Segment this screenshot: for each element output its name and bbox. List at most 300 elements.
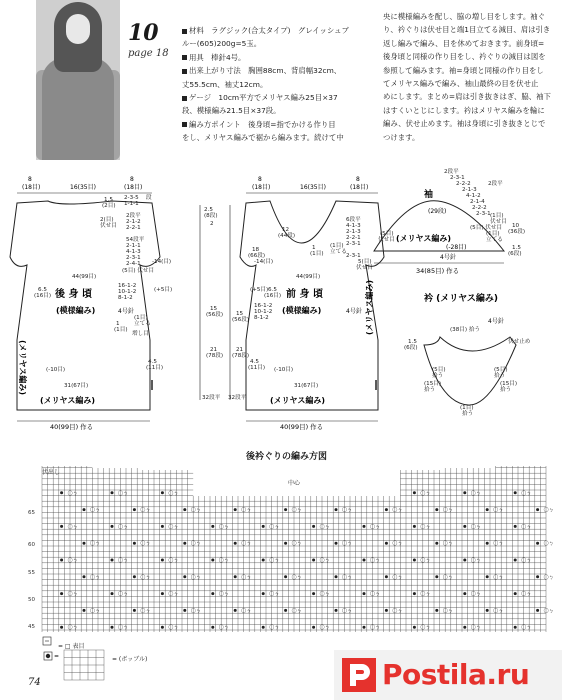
chart-bobble-mark [183, 508, 186, 511]
chart-decrease-mark: 〇ㄅ [118, 524, 129, 531]
chart-decrease-mark: 〇ㄅ [370, 524, 381, 531]
chart-decrease-mark: 〇ㄅ [90, 541, 101, 548]
svg-text:拾う: 拾う [462, 411, 474, 417]
svg-text:2-1-2: 2-1-2 [126, 219, 141, 225]
chart-bobble-mark [514, 592, 517, 595]
svg-text:(5目): (5目) [380, 231, 394, 237]
svg-text:4-1-3: 4-1-3 [346, 223, 361, 229]
svg-text:4-1-2: 4-1-2 [466, 193, 481, 199]
sleeve-width: 34(85目) 作る [416, 267, 460, 275]
chart-bobble-mark [463, 559, 466, 562]
svg-text:1: 1 [312, 245, 316, 251]
instructions-line: 央に模様編みを配し、脇の増し目をします。袖ぐ [383, 12, 546, 21]
svg-text:2-3-1: 2-3-1 [346, 241, 361, 247]
chart-decrease-mark: 〇ㄅ [241, 507, 252, 514]
svg-text:2-1-4: 2-1-4 [470, 199, 485, 205]
svg-text:1: 1 [116, 321, 120, 327]
chart-decrease-mark: 〇ㄅ [118, 490, 129, 497]
chart-decrease-mark: 〇ㄅ [493, 608, 504, 615]
svg-text:6.5: 6.5 [38, 287, 47, 293]
chart-bobble-mark [133, 575, 136, 578]
chart-bobble-mark [363, 559, 366, 562]
chart-bobble-mark [312, 626, 315, 629]
chart-bobble-mark [161, 559, 164, 562]
chart-bobble-mark [211, 592, 214, 595]
chart-decrease-mark: 〇ㄅ [392, 608, 403, 615]
front-top-dim: 16(35目) [300, 184, 326, 191]
chart-decrease-mark: 〇ㄅ [90, 608, 101, 615]
svg-text:(-10目): (-10目) [46, 367, 66, 373]
chart-bobble-mark [60, 559, 63, 562]
chart-bobble-mark [234, 508, 237, 511]
svg-text:拾う: 拾う [432, 373, 444, 379]
instructions-line: てメリヤス編みで編み、袖山最終の目を伏せ止 [383, 79, 539, 89]
chart-bobble-mark [486, 542, 489, 545]
materials-line: 段、模様編み21.5目×37段。 [182, 106, 281, 116]
chart-bobble-mark [335, 542, 338, 545]
svg-text:(5目): (5目) [494, 367, 508, 373]
chart-bobble-mark [463, 525, 466, 528]
chart-bobble-mark [486, 575, 489, 578]
chart-decrease-mark: 〇ㄅ [269, 591, 280, 598]
svg-text:(11目): (11目) [146, 365, 164, 371]
chart-decrease-mark: 〇ㄅ [67, 625, 78, 632]
chart-decrease-mark: 〇ㄅ [493, 507, 504, 514]
chart-bobble-mark [161, 592, 164, 595]
svg-text:21: 21 [236, 347, 244, 353]
chart-bobble-mark [234, 542, 237, 545]
chart-decrease-mark: 〇ㄅ [90, 507, 101, 514]
svg-text:=: = [54, 653, 60, 660]
chart-bobble-mark [133, 609, 136, 612]
sleeve-rows-note: (29段) [428, 208, 447, 215]
back-title: 後 身 頃 [55, 289, 92, 300]
chart-row-number: 45 [28, 624, 35, 630]
back-cast-on: 40(99目) 作る [50, 423, 94, 431]
chart-bobble-mark [385, 508, 388, 511]
instructions-line: 後身頃と同様の作り目をし、衿ぐりの減目は図を [383, 52, 546, 62]
svg-text:2-3-1: 2-3-1 [126, 255, 141, 261]
chart-decrease-mark: 〇ㄅ [319, 524, 330, 531]
chart-row-number: 65 [28, 510, 35, 516]
svg-text:(11目): (11目) [248, 365, 266, 371]
chart-decrease-mark: 〇ㄅ [521, 490, 532, 497]
chart-decrease-mark: 〇ㄅ [118, 625, 129, 632]
chart-decrease-mark: 〇ㄅ [241, 574, 252, 581]
back-top-dim: 8 [130, 176, 134, 183]
chart-bobble-mark [284, 542, 287, 545]
chart-decrease-mark: 〇ㄅ [218, 625, 229, 632]
chart-bind-off-label: 伏出し [42, 469, 61, 476]
back-needle: 4号針 [118, 308, 134, 315]
front-top-dim: 8 [258, 176, 262, 183]
svg-text:立てる: 立てる [134, 321, 151, 327]
chart-decrease-mark: 〇ㄅ [420, 591, 431, 598]
chart-bobble-mark [335, 609, 338, 612]
svg-text:-14(目): -14(目) [152, 259, 172, 265]
chart-bobble-mark [60, 491, 63, 494]
svg-text:(78段): (78段) [232, 353, 250, 359]
legend-plain-stitch: = □ 表目 [58, 643, 85, 650]
chart-decrease-mark: 〇ㄅ [521, 625, 532, 632]
instructions-line: 編み、伏せ止めます。袖は身頃に引き抜きとじで [383, 119, 546, 129]
chart-bobble-mark [385, 542, 388, 545]
svg-text:伏せ目: 伏せ目 [100, 223, 117, 229]
chart-decrease-mark: 〇ㄅ [90, 574, 101, 581]
chart-bobble-mark [413, 491, 416, 494]
svg-text:拾う: 拾う [494, 373, 506, 379]
chart-decrease-mark: 〇ㄅ [291, 574, 302, 581]
chart-decrease-mark: 〇ㄅ [319, 591, 330, 598]
svg-text:2-3-1: 2-3-1 [450, 175, 465, 181]
chart-decrease-mark: 〇ㄅ [67, 490, 78, 497]
front-top-dim: (18目) [252, 184, 271, 191]
chart-decrease-mark: 〇ㄅ [118, 558, 129, 564]
svg-text:(38目) 拾う: (38目) 拾う [450, 327, 481, 333]
svg-text:1-1-1: 1-1-1 [124, 201, 139, 207]
chart-row-number: 60 [28, 542, 35, 548]
chart-decrease-mark: 〇ㄅ [470, 558, 481, 564]
svg-text:1.5: 1.5 [408, 339, 417, 345]
page-number: 74 [28, 677, 41, 688]
chart-bobble-mark [413, 559, 416, 562]
svg-text:-14(目): -14(目) [254, 259, 274, 265]
svg-text:(1目): (1目) [460, 405, 474, 411]
svg-text:伏せ目: 伏せ目 [356, 265, 373, 271]
chart-bobble-mark [413, 592, 416, 595]
chart-decrease-mark: 〇ㄅ [543, 507, 554, 514]
chart-decrease-mark: 〇ㄅ [342, 541, 353, 548]
chart-decrease-mark: 〇ㄅ [543, 541, 554, 548]
svg-text:2-3-1: 2-3-1 [346, 253, 361, 259]
chart-decrease-mark: 〇ㄅ [493, 541, 504, 548]
sleeve-decrease: (-28目) [446, 244, 467, 251]
chart-bobble-mark [183, 575, 186, 578]
materials-line: 出来上がり寸法 胸囲88cm、背肩幅32cm、 [182, 64, 372, 77]
chart-decrease-mark: 〇ㄅ [218, 558, 229, 564]
svg-text:2-4-1: 2-4-1 [126, 261, 141, 267]
svg-text:1.5: 1.5 [104, 197, 113, 203]
chart-decrease-mark: 〇ㄅ [140, 541, 151, 548]
collar-needle: 4号針 [488, 318, 504, 325]
front-side-label: (メリヤス編み) [365, 280, 374, 335]
chart-bobble-mark [262, 626, 265, 629]
instructions-line: つけます。 [383, 132, 420, 142]
chart-decrease-mark: 〇ㄅ [370, 558, 381, 564]
chart-decrease-mark: 〇ㄅ [190, 541, 201, 548]
chart-bobble-mark [385, 609, 388, 612]
chart-decrease-mark: 〇ㄅ [470, 625, 481, 632]
front-bottom-stitch: (メリヤス編み) [270, 396, 325, 405]
chart-bobble-mark [312, 592, 315, 595]
chart-bobble-mark [435, 508, 438, 511]
chart-decrease-mark: 〇ㄅ [543, 574, 554, 581]
watermark-text: Postila.ru [382, 658, 530, 691]
chart-bobble-mark [161, 491, 164, 494]
materials-line: ゲージ 10cm平方でメリヤス編み25目×37 [182, 91, 372, 104]
svg-text:(2目): (2目) [102, 203, 116, 209]
chart-decrease-mark: 〇ㄅ [319, 558, 330, 564]
chart-decrease-mark: 〇ㄅ [269, 625, 280, 632]
chart-decrease-mark: 〇ㄅ [140, 608, 151, 615]
svg-text:(5目) 伏せ目: (5目) 伏せ目 [470, 225, 503, 231]
chart-center-label: 中心 [288, 480, 301, 487]
chart-decrease-mark: 〇ㄅ [190, 507, 201, 514]
chart-title: 後衿ぐりの編み方図 [246, 452, 328, 462]
svg-text:(5目) 伏せ目: (5目) 伏せ目 [122, 268, 155, 274]
svg-text:8-1-2: 8-1-2 [254, 315, 269, 321]
chart-bobble-mark [463, 592, 466, 595]
chart-bobble-mark [486, 508, 489, 511]
front-top-dim: 8 [356, 176, 360, 183]
chart-decrease-mark: 〇ㄅ [168, 524, 179, 531]
svg-text:(+5目): (+5目) [250, 287, 269, 293]
chart-decrease-mark: 〇ㄅ [342, 574, 353, 581]
svg-text:2: 2 [210, 221, 214, 227]
chart-decrease-mark: 〇ㄅ [442, 608, 453, 615]
svg-text:44(99目): 44(99目) [72, 274, 97, 280]
chart-bobble-mark [262, 525, 265, 528]
chart-bobble-mark [413, 525, 416, 528]
chart-bobble-mark [111, 491, 114, 494]
sleeve-title: 袖 [424, 190, 434, 200]
chart-bobble-mark [111, 525, 114, 528]
chart-decrease-mark: 〇ㄅ [291, 608, 302, 615]
svg-text:(+5目): (+5目) [154, 287, 173, 293]
front-cast-on: 40(99目) 作る [280, 423, 324, 431]
svg-text:拾う: 拾う [500, 387, 512, 393]
materials-line: 丈55.5cm、袖丈12cm。 [182, 79, 268, 89]
instructions-line: り、衿ぐりは伏せ目と端1目立てる減目、肩は引き [383, 25, 551, 35]
svg-text:(15目): (15目) [424, 381, 442, 387]
back-bottom-stitch: (メリヤス編み) [40, 396, 95, 405]
chart-decrease-mark: 〇ㄅ [392, 574, 403, 581]
chart-decrease-mark: 〇ㄅ [392, 507, 403, 514]
svg-text:(5目): (5目) [432, 367, 446, 373]
front-title: 前 身 頃 [286, 289, 323, 300]
instructions-line: はすくいとじにします。衿はメリヤス編みを輪に [383, 105, 545, 115]
pattern-page-ref: page 18 [128, 48, 169, 59]
svg-text:44(99目): 44(99目) [296, 274, 321, 280]
chart-decrease-mark: 〇ㄅ [241, 608, 252, 615]
svg-text:54段平: 54段平 [126, 237, 145, 243]
chart-bobble-mark [363, 525, 366, 528]
chart-bobble-mark [463, 491, 466, 494]
front-stitch: (模様編み) [282, 306, 322, 315]
watermark [334, 650, 562, 700]
chart-bobble-mark [60, 626, 63, 629]
chart-bobble-mark [183, 542, 186, 545]
svg-text:31(67目): 31(67目) [294, 383, 319, 389]
svg-text:2-1-3: 2-1-3 [346, 229, 361, 235]
chart-bobble-mark [111, 559, 114, 562]
chart-decrease-mark: 〇ㄅ [420, 524, 431, 531]
svg-text:18: 18 [252, 247, 260, 253]
svg-text:2.5: 2.5 [204, 207, 213, 213]
chart-decrease-mark: 〇ㄅ [392, 541, 403, 548]
materials-line: ルー(605)200g=5玉。 [182, 39, 262, 49]
svg-text:2-2-1: 2-2-1 [346, 235, 361, 241]
chart-decrease-mark: 〇ㄅ [67, 591, 78, 598]
chart-bobble-mark [111, 626, 114, 629]
svg-text:2-2-2: 2-2-2 [472, 205, 487, 211]
chart-decrease-mark: 〇ㄅ [218, 591, 229, 598]
chart-decrease-mark: 〇ㄅ [420, 558, 431, 564]
svg-text:(1目): (1目) [310, 251, 324, 257]
chart-decrease-mark: 〇ㄅ [67, 524, 78, 531]
chart-bobble-mark [234, 575, 237, 578]
svg-text:(1目): (1目) [490, 213, 504, 219]
svg-text:2-2-1: 2-2-1 [126, 225, 141, 231]
svg-text:6.5: 6.5 [268, 287, 277, 293]
svg-text:16-1-2: 16-1-2 [118, 283, 137, 289]
chart-bobble-mark [211, 525, 214, 528]
chart-decrease-mark: 〇ㄅ [521, 591, 532, 598]
chart-decrease-mark: 〇ㄅ [291, 541, 302, 548]
chart-bobble-mark [463, 626, 466, 629]
svg-text:10-1-2: 10-1-2 [118, 289, 137, 295]
svg-text:(8段): (8段) [204, 213, 218, 219]
svg-text:増し目: 増し目 [132, 331, 149, 337]
svg-text:31(67目): 31(67目) [64, 383, 89, 389]
back-stitch: (模様編み) [56, 306, 96, 315]
chart-decrease-mark: 〇ㄅ [442, 541, 453, 548]
svg-text:2(目): 2(目) [100, 217, 114, 223]
chart-bobble-mark [312, 559, 315, 562]
back-top-dim: (18目) [124, 184, 143, 191]
chart-decrease-mark: 〇ㄅ [269, 558, 280, 564]
chart-bobble-mark [111, 592, 114, 595]
svg-text:(6段): (6段) [508, 251, 522, 257]
chart-decrease-mark: 〇ㄅ [190, 608, 201, 615]
sleeve-stitch: (メリヤス編み) [396, 234, 451, 243]
chart-decrease-mark: 〇ㄅ [168, 591, 179, 598]
chart-bobble-mark [284, 508, 287, 511]
svg-text:(-10目): (-10目) [274, 367, 294, 373]
chart-decrease-mark: 〇ㄅ [370, 591, 381, 598]
chart-bobble-mark [435, 542, 438, 545]
svg-text:(78段): (78段) [206, 353, 224, 359]
chart-bobble-mark [83, 575, 86, 578]
instructions-line: 返し編みで編み、目を休めておきます。前身頃= [383, 38, 545, 48]
chart-decrease-mark: 〇ㄅ [168, 625, 179, 632]
svg-text:21: 21 [210, 347, 218, 353]
chart-bobble-mark [133, 508, 136, 511]
chart-bobble-mark [335, 508, 338, 511]
chart-bobble-mark [385, 575, 388, 578]
chart-bobble-mark [435, 609, 438, 612]
svg-text:(6段): (6段) [404, 345, 418, 351]
chart-decrease-mark: 〇ㄅ [470, 490, 481, 497]
svg-text:立てる: 立てる [486, 237, 503, 243]
chart-decrease-mark: 〇ㄅ [370, 625, 381, 632]
chart-decrease-mark: 〇ㄅ [342, 507, 353, 514]
materials-line: をし、メリヤス編みで裾から編みます。続けて中 [182, 133, 344, 143]
chart-bobble-mark [536, 609, 539, 612]
svg-text:10: 10 [512, 223, 520, 229]
chart-bobble-mark [536, 508, 539, 511]
chart-decrease-mark: 〇ㄅ [543, 608, 554, 615]
chart-decrease-mark: 〇ㄅ [140, 507, 151, 514]
svg-text:伏せ目: 伏せ目 [490, 219, 507, 225]
chart-bobble-mark [514, 491, 517, 494]
svg-text:5(目): 5(目) [358, 259, 372, 265]
svg-text:8-1-2: 8-1-2 [118, 295, 133, 301]
svg-text:10-1-2: 10-1-2 [254, 309, 273, 315]
svg-text:6段平: 6段平 [346, 217, 361, 223]
svg-text:2段平: 2段平 [126, 213, 141, 219]
chart-bobble-mark [363, 592, 366, 595]
svg-text:段: 段 [146, 195, 152, 201]
chart-bobble-mark [514, 626, 517, 629]
chart-decrease-mark: 〇ㄅ [269, 524, 280, 531]
chart-bobble-mark [486, 609, 489, 612]
pattern-number: 10 [128, 20, 159, 46]
chart-bobble-mark [514, 559, 517, 562]
svg-text:2-3-1: 2-3-1 [476, 211, 491, 217]
svg-text:15: 15 [236, 311, 244, 317]
chart-decrease-mark: 〇ㄅ [521, 524, 532, 531]
svg-text:拾う: 拾う [424, 387, 436, 393]
chart-decrease-mark: 〇ㄅ [420, 490, 431, 497]
chart-bobble-mark [161, 525, 164, 528]
svg-text:(44段): (44段) [278, 233, 296, 239]
chart-decrease-mark: 〇ㄅ [168, 558, 179, 564]
svg-text:2段平: 2段平 [444, 169, 459, 175]
svg-text:(1目): (1目) [134, 315, 148, 321]
chart-decrease-mark: 〇ㄅ [168, 490, 179, 497]
chart-decrease-mark: 〇ㄅ [140, 574, 151, 581]
postila-logo-icon [342, 658, 376, 692]
chart-decrease-mark: 〇ㄅ [420, 625, 431, 632]
chart-decrease-mark: 〇ㄅ [190, 574, 201, 581]
chart-bobble-mark [60, 592, 63, 595]
svg-text:伏せ止め: 伏せ止め [508, 339, 531, 345]
chart-bobble-mark [133, 542, 136, 545]
chart-bobble-mark [312, 525, 315, 528]
chart-bobble-mark [262, 559, 265, 562]
chart-decrease-mark: 〇ㄅ [241, 541, 252, 548]
legend-bobble-diagram [42, 648, 112, 688]
svg-text:4.5: 4.5 [148, 359, 157, 365]
chart-bobble-mark [211, 626, 214, 629]
chart-bobble-mark [83, 542, 86, 545]
chart-bobble-mark [536, 575, 539, 578]
chart-bobble-mark [536, 542, 539, 545]
chart-decrease-mark: 〇ㄅ [291, 507, 302, 514]
svg-text:(66段): (66段) [248, 253, 266, 259]
chart-bobble-mark [234, 609, 237, 612]
chart-decrease-mark: 〇ㄅ [442, 574, 453, 581]
svg-text:1.5: 1.5 [512, 245, 521, 251]
chart-bobble-mark [435, 575, 438, 578]
front-top-dim: (18目) [350, 184, 369, 191]
chart-decrease-mark: 〇ㄅ [521, 558, 532, 564]
svg-text:15: 15 [210, 306, 218, 312]
svg-text:32段平: 32段平 [202, 395, 221, 401]
svg-text:16-1-2: 16-1-2 [254, 303, 273, 309]
chart-bobble-mark [514, 525, 517, 528]
chart-decrease-mark: 〇ㄅ [470, 591, 481, 598]
svg-text:(56段): (56段) [206, 312, 224, 318]
chart-row-number: 50 [28, 597, 35, 603]
svg-text:伏せ目: 伏せ目 [378, 237, 395, 243]
chart-decrease-mark: 〇ㄅ [118, 591, 129, 598]
chart-bobble-mark [413, 626, 416, 629]
chart-bobble-mark [83, 508, 86, 511]
chart-bobble-mark [262, 592, 265, 595]
chart-decrease-mark: 〇ㄅ [493, 574, 504, 581]
